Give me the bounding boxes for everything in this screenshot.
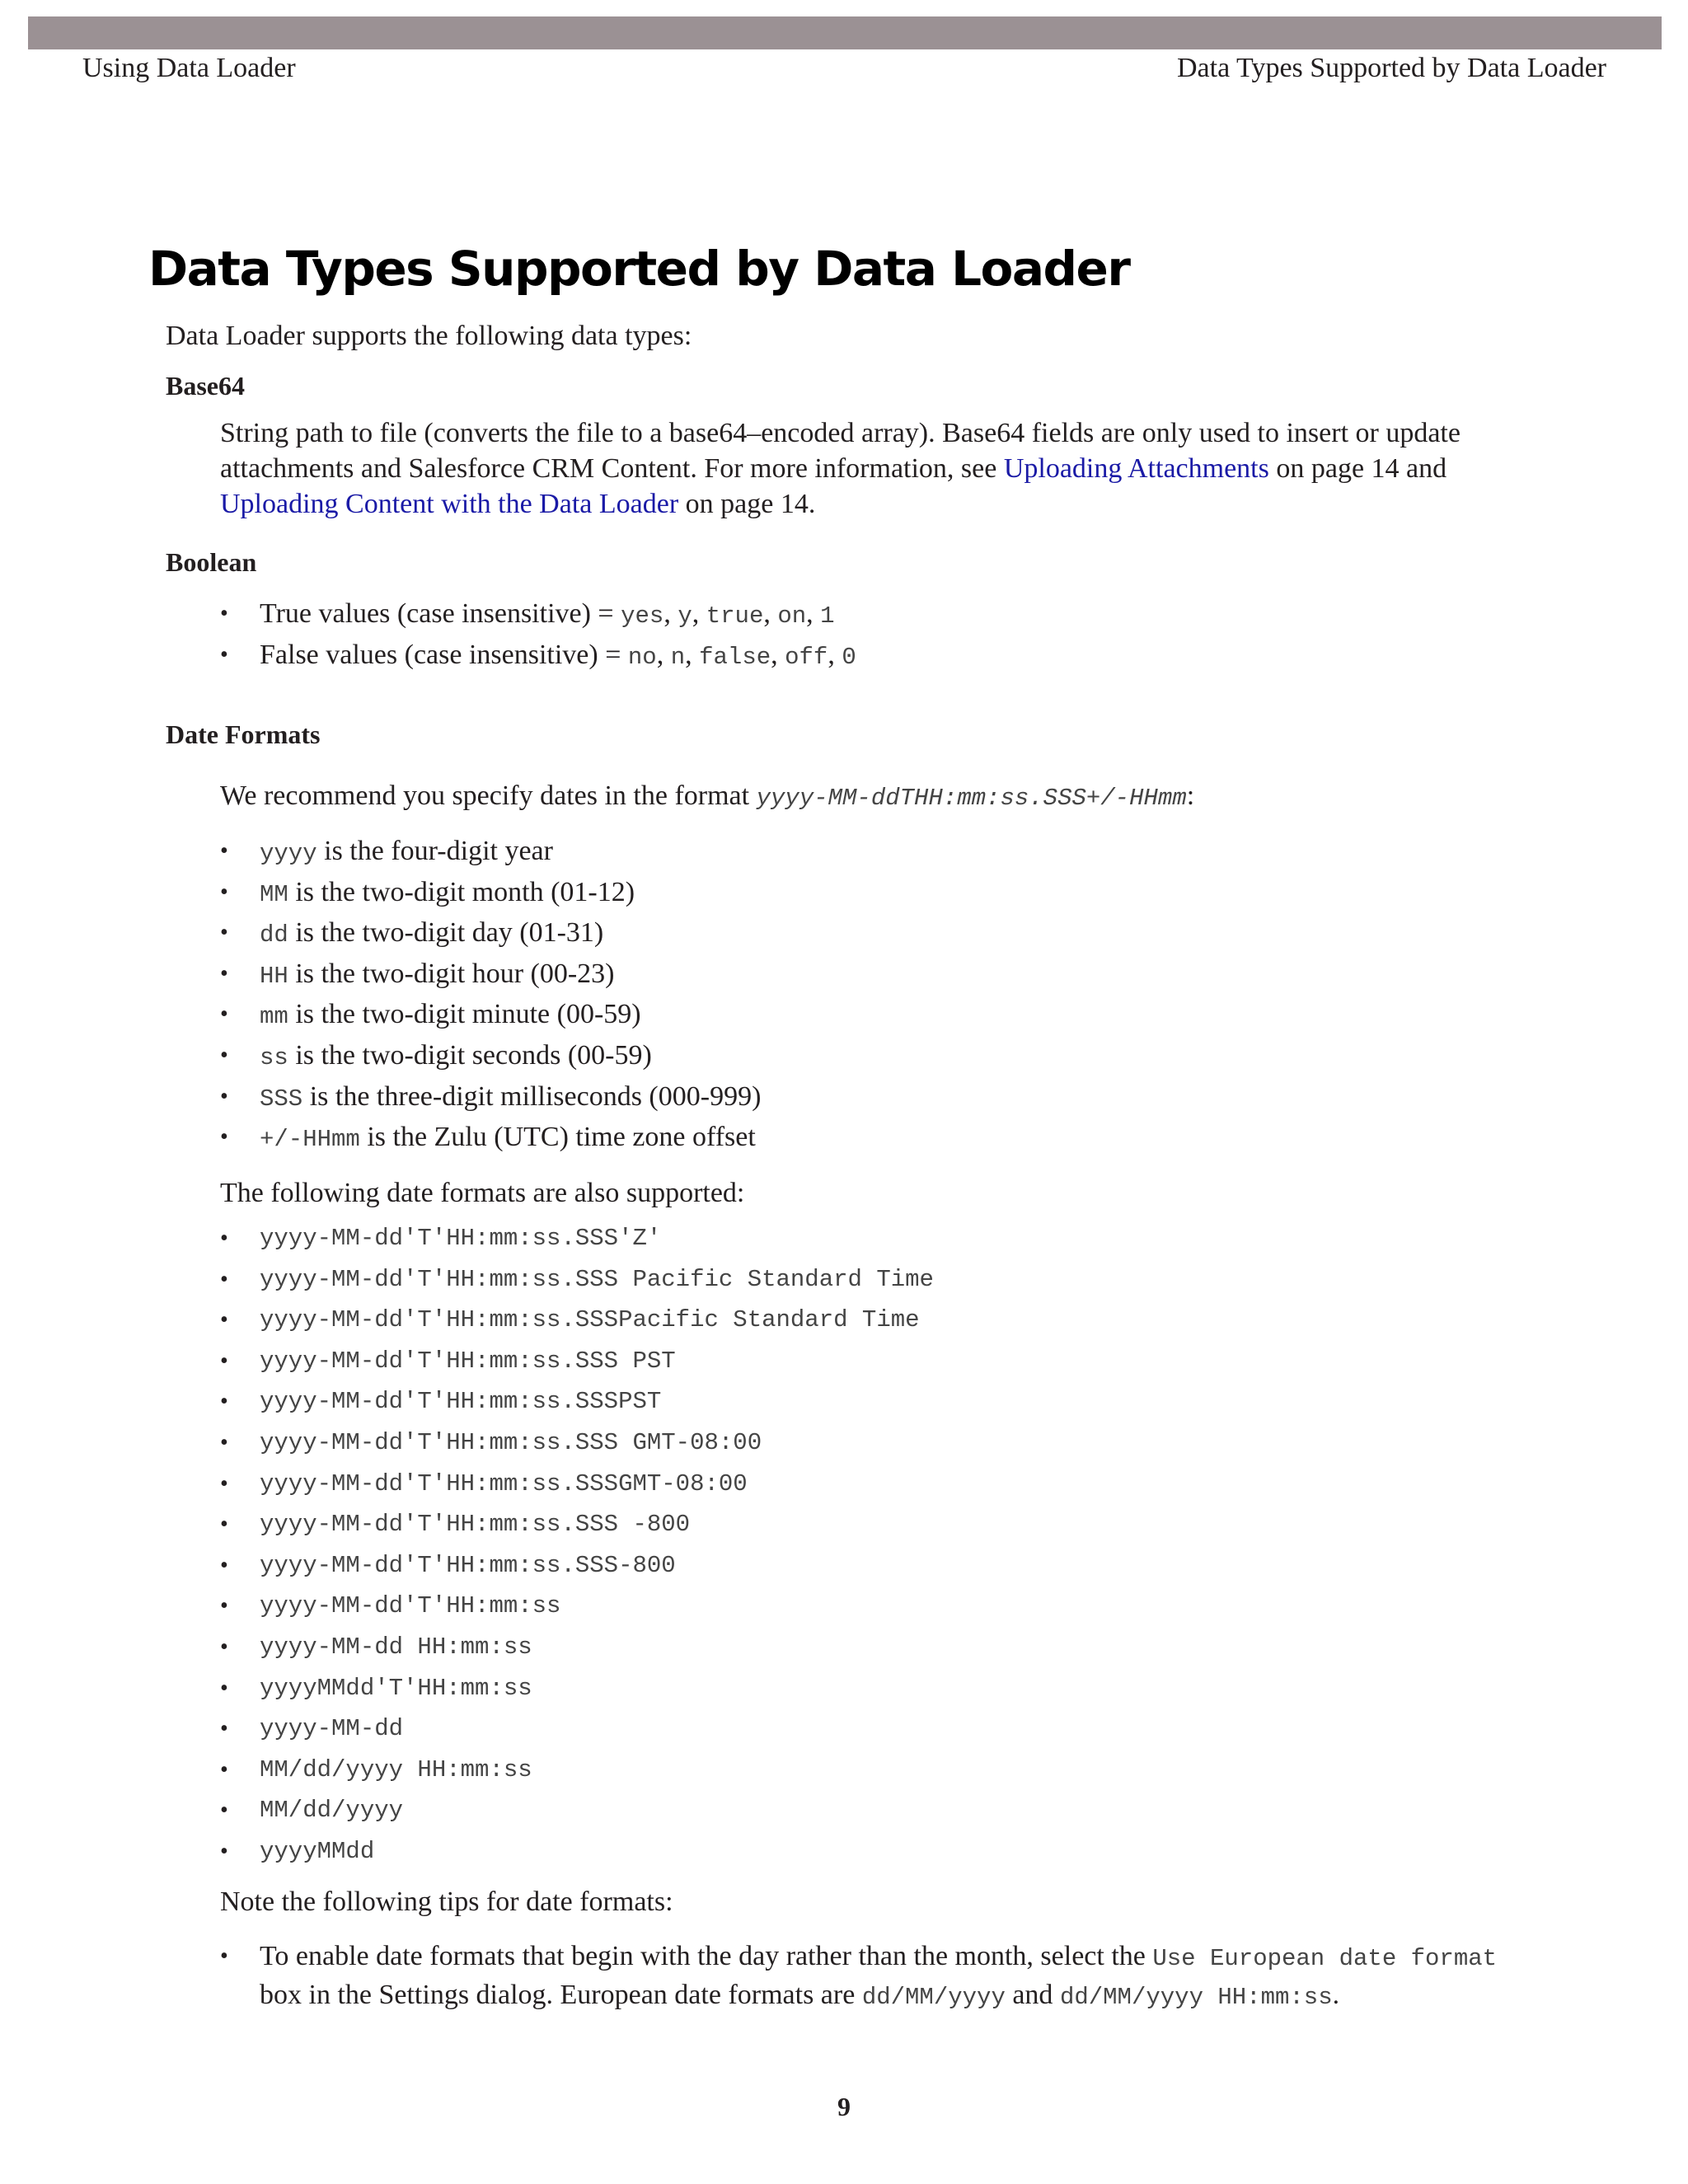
format-token: MM (260, 880, 288, 908)
boolean-list (220, 593, 1539, 675)
uploading-content-link[interactable]: Uploading Content with the Data Loader (220, 489, 679, 519)
uploading-attachments-link[interactable]: Uploading Attachments (1003, 453, 1269, 484)
true-values: yes, y, true, on, 1 (621, 598, 835, 630)
intro-text: Data Loader supports the following data types: (166, 321, 692, 351)
list-item: • SSS is the three-digit milliseconds (000-999) (220, 1076, 1539, 1118)
base64-heading: Base64 (166, 371, 245, 401)
recommended-format: yyyy-MM-ddTHH:mm:ss.SSS+/-HHmm (756, 785, 1187, 812)
boolean-value: y (678, 602, 692, 630)
list-item: • yyyy-MM-dd'T'HH:mm:ss.SSS-800 (220, 1545, 1539, 1586)
list-item: • True values (case insensitive) = yes, y, true, on, 1 (220, 593, 1539, 635)
list-item: • yyyy-MM-dd (220, 1708, 1539, 1750)
format-token: +/-HHmm (260, 1126, 360, 1154)
format-token: mm (260, 1003, 288, 1031)
boolean-value: false (699, 643, 771, 671)
tips-intro-text: Note the following tips for date formats: (220, 1886, 673, 1917)
list-item: • yyyy-MM-dd'T'HH:mm:ss.SSSPacific Standard Time (220, 1300, 1539, 1341)
list-item: • MM/dd/yyyy (220, 1790, 1539, 1831)
page-number: 9 (837, 2092, 851, 2121)
running-header-left: Using Data Loader (82, 53, 296, 83)
list-item: • yyyy-MM-dd'T'HH:mm:ss.SSS PST (220, 1341, 1539, 1382)
list-item: • mm is the two-digit minute (00-59) (220, 994, 1539, 1035)
page-title: Data Types Supported by Data Loader (148, 241, 1130, 297)
false-values: no, n, false, off, 0 (627, 639, 856, 671)
list-item: • yyyy-MM-dd'T'HH:mm:ss.SSS -800 (220, 1504, 1539, 1545)
list-item: • yyyy-MM-dd'T'HH:mm:ss.SSS GMT-08:00 (220, 1422, 1539, 1464)
boolean-value: off (785, 643, 828, 671)
boolean-value: yes (621, 602, 664, 630)
date-parts-list (220, 831, 1539, 1158)
list-item: • yyyyMMdd (220, 1831, 1539, 1872)
list-item: • yyyy is the four-digit year (220, 831, 1539, 872)
date-formats-heading: Date Formats (166, 719, 321, 749)
boolean-value: 0 (842, 643, 856, 671)
list-item: • To enable date formats that begin with the day rather than the month, select the Use European date format box in the Settings dialog. European date formats are dd/MM/yyyy and dd/MM/yyyy HH:mm:ss. (220, 1938, 1539, 2016)
supported-formats-list (220, 1218, 1539, 1872)
list-item: • yyyy-MM-dd'T'HH:mm:ss.SSSGMT-08:00 (220, 1464, 1539, 1505)
list-item: • yyyy-MM-dd'T'HH:mm:ss (220, 1586, 1539, 1627)
format-token: yyyy (260, 840, 317, 867)
also-supported-text: The following date formats are also supported: (220, 1178, 745, 1208)
list-item: • ss is the two-digit seconds (00-59) (220, 1035, 1539, 1076)
list-item: • yyyy-MM-dd'T'HH:mm:ss.SSS'Z' (220, 1218, 1539, 1259)
boolean-value: true (706, 602, 764, 630)
base64-description: String path to file (converts the file to a base64–encoded array). Base64 fields are only used to insert or update attachments and Salesforce CRM Content. For more information, see Uploading Attachments on page 14 and Uploading Content with the Data Loader on page 14. (220, 418, 1461, 519)
format-token: ss (260, 1043, 288, 1071)
format-token: dd (260, 921, 288, 949)
list-item: • yyyy-MM-dd HH:mm:ss (220, 1627, 1539, 1668)
boolean-value: 1 (820, 602, 835, 630)
boolean-value: on (777, 602, 807, 630)
tips-list (220, 1938, 1539, 2016)
list-item: • MM/dd/yyyy HH:mm:ss (220, 1750, 1539, 1791)
list-item: • yyyyMMdd'T'HH:mm:ss (220, 1668, 1539, 1709)
format-token: HH (260, 962, 288, 990)
boolean-value: no (627, 643, 657, 671)
boolean-heading: Boolean (166, 547, 257, 577)
boolean-value: n (670, 643, 686, 671)
european-date-option: Use European date format (1152, 1945, 1498, 1972)
list-item: • dd is the two-digit day (01-31) (220, 912, 1539, 954)
list-item: • False values (case insensitive) = no, n, false, off, 0 (220, 635, 1539, 676)
list-item: • yyyy-MM-dd'T'HH:mm:ss.SSS Pacific Standard Time (220, 1259, 1539, 1301)
running-header-right: Data Types Supported by Data Loader (1176, 53, 1606, 83)
date-recommend-text: We recommend you specify dates in the format yyyy-MM-ddTHH:mm:ss.SSS+/-HHmm: (220, 780, 1195, 812)
list-item: • MM is the two-digit month (01-12) (220, 872, 1539, 913)
list-item: • +/-HHmm is the Zulu (UTC) time zone offset (220, 1117, 1539, 1158)
format-token: SSS (260, 1085, 303, 1113)
list-item: • yyyy-MM-dd'T'HH:mm:ss.SSSPST (220, 1381, 1539, 1422)
header-bar (28, 16, 1662, 49)
list-item: • HH is the two-digit hour (00-23) (220, 954, 1539, 995)
